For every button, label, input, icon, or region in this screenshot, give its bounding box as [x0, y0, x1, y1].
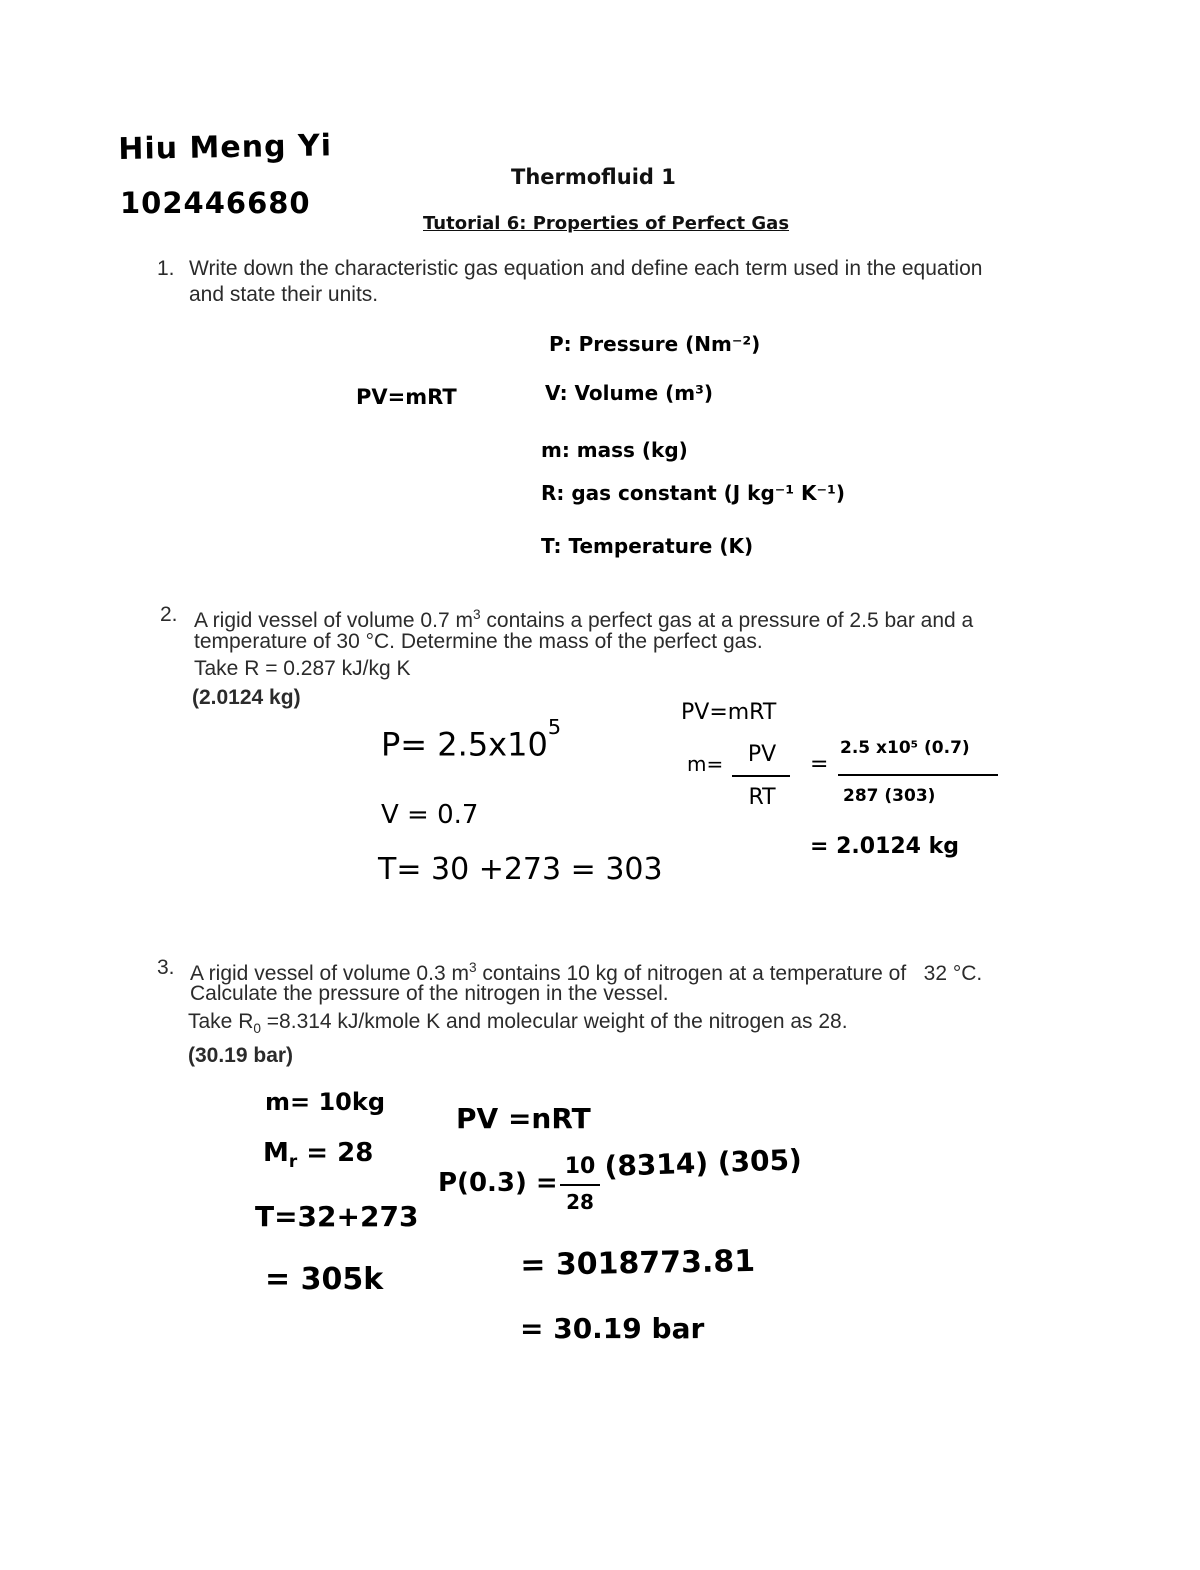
- q2-work-m-numerator: PV: [747, 742, 777, 767]
- q3-text-line1-a: A rigid vessel of volume 0.3 m: [190, 962, 469, 985]
- q1-text-line1: Write down the characteristic gas equation and define each term used in the equation: [189, 257, 983, 280]
- q3-work-molar-mass: [263, 1138, 373, 1171]
- q3-work-molar-mass-value: = 28: [297, 1138, 374, 1168]
- course-title: Thermofluid 1: [511, 165, 676, 189]
- q3-work-fraction-bar: [560, 1184, 600, 1186]
- q3-work-molar-mass-sub: r: [288, 1151, 298, 1172]
- tutorial-title: Tutorial 6: Properties of Perfect Gas: [423, 213, 790, 234]
- q2-work-sub-fraction-bar: [838, 774, 998, 776]
- q2-number: 2.: [160, 603, 178, 626]
- q3-text-line1-sup: 3: [468, 960, 477, 975]
- q2-work-temperature: T= 30 +273 = 303: [378, 852, 663, 887]
- q2-work-sub-denominator: 287 (303): [843, 786, 936, 806]
- q3-work-result-1: = 3018773.81: [520, 1243, 756, 1283]
- q3-text-line3: [188, 1008, 848, 1042]
- q3-work-lhs: P(0.3) =: [438, 1168, 558, 1198]
- q1-def-volume: V: Volume (m³): [545, 381, 714, 405]
- q3-text-line1-b: contains 10 kg of nitrogen at a temperature of 32 °C.: [476, 962, 983, 985]
- q2-work-result: = 2.0124 kg: [810, 834, 960, 859]
- q2-text-line3: Take R = 0.287 kJ/kg K: [194, 657, 411, 680]
- q2-work-pressure-base: P= 2.5x10: [381, 725, 548, 764]
- q3-text-line3-a: Take R: [188, 1010, 254, 1033]
- q3-answer: (30.19 bar): [188, 1044, 294, 1067]
- q2-work-volume: V = 0.7: [381, 800, 479, 830]
- q2-answer: (2.0124 kg): [192, 686, 301, 709]
- q3-work-fraction-denominator: 28: [566, 1190, 594, 1214]
- q2-work-m-denominator: RT: [748, 785, 776, 810]
- q2-work-pressure: [381, 715, 562, 764]
- q2-work-m-fraction-bar: [732, 775, 790, 777]
- q3-work-fraction-numerator: 10: [564, 1154, 596, 1179]
- student-name: Hiu Meng Yi: [118, 128, 333, 167]
- q3-work-molar-mass-base: M: [263, 1138, 289, 1168]
- q1-def-gas-constant: R: gas constant (J kg⁻¹ K⁻¹): [541, 481, 845, 505]
- q1-def-temperature: T: Temperature (K): [541, 534, 754, 558]
- q1-def-pressure: P: Pressure (Nm⁻²): [549, 332, 761, 356]
- q1-number: 1.: [157, 257, 175, 280]
- q3-work-result-2: = 30.19 bar: [520, 1312, 705, 1345]
- q2-work-equation: PV=mRT: [681, 700, 777, 725]
- q3-work-temperature-result: = 305k: [265, 1262, 384, 1297]
- q3-text-line3-sub: 0: [253, 1021, 261, 1037]
- q3-work-equation: PV =nRT: [456, 1102, 591, 1135]
- q3-number: 3.: [157, 956, 175, 979]
- q3-text-line2: Calculate the pressure of the nitrogen in the vessel.: [190, 982, 669, 1005]
- q3-work-temperature: T=32+273: [255, 1200, 419, 1233]
- q2-work-equals: =: [810, 752, 829, 777]
- q3-work-rhs: (8314) (305): [604, 1143, 803, 1183]
- q2-work-pressure-exp: 5: [547, 715, 562, 739]
- q1-text-line2: and state their units.: [189, 283, 379, 306]
- q2-text-line1-sup: 3: [472, 607, 481, 622]
- q2-text-line1-a: A rigid vessel of volume 0.7 m: [194, 609, 473, 632]
- q2-text-line1-b: contains a perfect gas at a pressure of 2.5 bar and a: [480, 609, 974, 632]
- q2-work-m-lhs: m=: [687, 752, 724, 776]
- q3-text-line3-b: =8.314 kJ/kmole K and molecular weight of the nitrogen as 28.: [260, 1010, 848, 1033]
- q1-def-mass: m: mass (kg): [541, 438, 688, 462]
- q2-text-line2: temperature of 30 °C. Determine the mass of the perfect gas.: [194, 630, 763, 653]
- q1-equation: PV=mRT: [356, 385, 457, 409]
- student-id: 102446680: [120, 186, 311, 220]
- q2-work-sub-numerator: 2.5 x10⁵ (0.7): [840, 738, 970, 758]
- q3-work-mass: m= 10kg: [265, 1088, 386, 1116]
